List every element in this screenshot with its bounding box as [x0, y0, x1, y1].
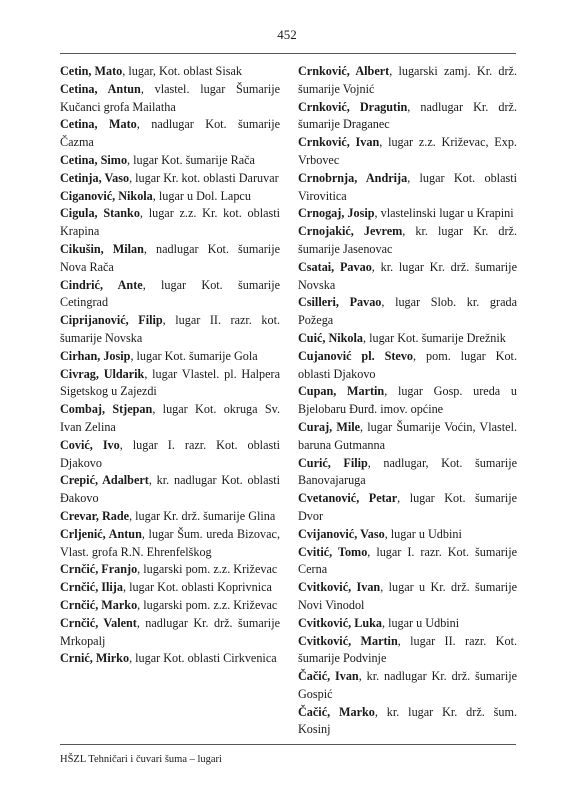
- entry-description: , vlastel. lugar Šumarije Kučanci grofa Mailatha: [60, 81, 280, 114]
- entry-description: , nadlugar Kr. drž. šumarije Draganec: [298, 99, 517, 132]
- entry-description: , lugar Šumarije Voćin, Vlastel. baruna Gutmanna: [298, 419, 518, 452]
- directory-entry: [60, 561, 280, 579]
- directory-entry: [298, 704, 517, 740]
- directory-entry: [60, 241, 280, 277]
- entry-description: , lugar u Udbini: [384, 526, 462, 541]
- entry-description: , lugar Gosp. ureda u Bjelobaru Đurđ. imov. općine: [298, 384, 517, 417]
- entry-description: , lugar Kot. šumarije Rača: [127, 152, 255, 167]
- directory-entry: [298, 170, 517, 206]
- entry-description: , kr. lugar Kr. drž. šum. Kosinj: [298, 704, 517, 737]
- entry-name: Csilleri, Pavao: [298, 295, 382, 310]
- header-rule: [60, 53, 516, 54]
- entry-description: , nadlugar Kot. šumarije Nova Rača: [60, 241, 280, 274]
- directory-entry: [298, 579, 517, 615]
- directory-entry: [60, 508, 280, 526]
- entry-name: Crnković, Albert: [298, 64, 390, 78]
- entry-description: , lugar Slob. kr. grada Požega: [298, 295, 517, 328]
- directory-entry: [298, 223, 517, 259]
- entry-name: Cupan, Martin: [298, 384, 385, 399]
- directory-entry: [60, 366, 280, 402]
- directory-entry: [60, 81, 280, 117]
- directory-entry: [298, 633, 517, 669]
- entry-description: , lugarski pom. z.z. Križevac: [137, 562, 278, 577]
- entry-name: Cigula, Stanko: [60, 206, 140, 221]
- entry-description: , lugar Kot. šumarije Cetingrad: [60, 277, 280, 310]
- directory-entry: [60, 277, 280, 313]
- entry-description: , lugar u Kr. drž. šumarije Novi Vinodol: [298, 580, 517, 612]
- directory-entry: [298, 419, 517, 455]
- entry-name: Crnobrnja, Andrija: [298, 170, 408, 185]
- entry-description: , lugar Kr. drž. šumarije Glina: [129, 508, 276, 523]
- entry-name: Crnković, Dragutin: [298, 99, 408, 114]
- entry-description: , lugar Kot. oblasti Cirkvenica: [129, 651, 277, 666]
- directory-entry: [60, 312, 280, 348]
- footer-rule: [60, 744, 516, 745]
- entry-description: , lugarski zamj. Kr. drž. šumarije Vojnić: [298, 64, 518, 96]
- entry-name: Cvitić, Tomo: [298, 544, 368, 559]
- entry-description: , lugar Kot. okruga Sv. Ivan Zelina: [60, 402, 280, 434]
- entry-name: Cetina, Mato: [60, 117, 137, 132]
- page-number: 452: [277, 27, 297, 42]
- directory-entry: [60, 526, 280, 562]
- entry-name: Cvijanović, Vaso: [298, 526, 385, 541]
- entry-name: Cetina, Antun: [60, 81, 141, 96]
- left-column: [60, 63, 280, 668]
- entry-name: Civrag, Uldarik: [60, 366, 145, 381]
- entry-name: Ciprijanović, Filip: [60, 313, 163, 328]
- entry-name: Cetin, Mato: [60, 64, 123, 78]
- entry-name: Cvitković, Ivan: [298, 580, 381, 595]
- entry-name: Cetina, Simo: [60, 152, 128, 167]
- entry-description: , lugar Vlastel. pl. Halpera Sigetskog u Zajezdi: [60, 366, 280, 399]
- directory-entry: [60, 401, 280, 437]
- entry-description: , lugar I. razr. Kot. šumarije Cerna: [298, 544, 517, 577]
- entry-name: Crnčić, Franjo: [60, 562, 138, 577]
- directory-entry: [60, 472, 280, 508]
- directory-entry: [298, 544, 517, 580]
- entry-name: Ciganović, Nikola: [60, 188, 153, 203]
- entry-name: Crnčić, Marko: [60, 597, 138, 612]
- entry-name: Čačić, Ivan: [298, 669, 359, 684]
- footer-text: HŠZL Tehničari i čuvari šuma – lugari: [60, 754, 222, 765]
- directory-entry: [60, 650, 280, 668]
- entry-name: Crnogaj, Josip: [298, 206, 375, 221]
- entry-description: , lugar Kr. kot. oblasti Daruvar: [129, 170, 279, 185]
- entry-name: Čačić, Marko: [298, 704, 375, 719]
- entry-name: Crljenić, Antun: [60, 526, 142, 541]
- entry-description: , kr. lugar Kr. drž. šumarije Novska: [298, 259, 517, 292]
- directory-entry: [298, 294, 517, 330]
- entry-name: Crepić, Adalbert: [60, 473, 149, 488]
- entry-name: Cuić, Nikola: [298, 330, 364, 345]
- directory-entry: [60, 188, 280, 206]
- directory-entry: [298, 490, 517, 526]
- directory-entry: [60, 437, 280, 473]
- entry-description: , lugar u Dol. Lapcu: [152, 188, 251, 203]
- entry-name: Crnić, Mirko: [60, 651, 130, 666]
- directory-entry: [298, 526, 517, 544]
- entry-name: Cirhan, Josip: [60, 348, 131, 363]
- directory-entry: [298, 455, 517, 491]
- entry-name: Crnčić, Ilija: [60, 580, 123, 595]
- entry-description: , lugarski pom. z.z. Križevac: [137, 597, 278, 612]
- entry-name: Cvitković, Martin: [298, 633, 398, 648]
- entry-name: Cović, Ivo: [60, 437, 120, 452]
- entry-description: , kr. lugar Kr. drž. šumarije Jasenovac: [298, 224, 518, 256]
- directory-entry: [298, 99, 517, 135]
- entry-description: , lugar Kot. šumarije Gola: [130, 348, 258, 363]
- entry-description: , lugar z.z. Kr. kot. oblasti Krapina: [60, 206, 280, 239]
- entry-name: Cindrić, Ante: [60, 277, 143, 292]
- directory-entry: [60, 152, 280, 170]
- entry-description: , lugar II. razr. kot. šumarije Novska: [60, 313, 281, 345]
- directory-entry: [298, 259, 517, 295]
- entry-description: , nadlugar Kot. šumarije Čazma: [60, 117, 280, 150]
- entry-description: , lugar u Udbini: [381, 615, 460, 630]
- entry-name: Cikušin, Milan: [60, 241, 144, 256]
- directory-entry: [60, 170, 280, 188]
- entry-name: Crevar, Rade: [60, 508, 130, 523]
- directory-entry: [298, 134, 517, 170]
- directory-entry: [60, 205, 280, 241]
- entry-description: , nadlugar Kr. drž. šumarije Mrkopalj: [60, 615, 280, 648]
- entry-description: , lugar Kot. oblasti Virovitica: [298, 170, 517, 203]
- entry-description: , lugar II. razr. Kot. šumarije Podvinje: [298, 633, 517, 666]
- directory-entry: [60, 579, 280, 597]
- entry-description: , vlastelinski lugar u Krapini: [374, 206, 514, 221]
- directory-entry: [60, 597, 280, 615]
- entry-name: Crnojakić, Jevrem: [298, 224, 403, 239]
- entry-name: Cujanović pl. Stevo: [298, 348, 414, 363]
- entry-description: , lugar, Kot. oblast Sisak: [122, 64, 242, 78]
- entry-name: Crnčić, Valent: [60, 615, 137, 630]
- directory-entry: [60, 615, 280, 651]
- entry-name: Cetinja, Vaso: [60, 170, 130, 185]
- entry-name: Cvetanović, Petar: [298, 491, 398, 506]
- directory-entry: [298, 63, 517, 99]
- directory-entry: [298, 615, 517, 633]
- right-column: [298, 63, 517, 739]
- entry-name: Combaj, Stjepan: [60, 402, 153, 417]
- entry-description: , lugar Kot. oblasti Koprivnica: [122, 580, 272, 595]
- entry-description: , kr. nadlugar Kr. drž. šumarije Gospić: [298, 669, 517, 701]
- directory-entry: [60, 63, 280, 81]
- entry-description: , lugar Šum. ureda Bizovac, Vlast. grofa R.N. Ehrenfelškog: [60, 526, 280, 559]
- entry-name: Curaj, Mile: [298, 419, 361, 434]
- entry-description: , nadlugar, Kot. šumarije Banovajaruga: [298, 455, 517, 488]
- directory-entry: [298, 205, 517, 223]
- entry-description: , pom. lugar Kot. oblasti Djakovo: [298, 348, 517, 381]
- entry-description: , lugar Kot. šumarije Dvor: [298, 491, 517, 523]
- directory-entry: [298, 330, 517, 348]
- directory-entry: [298, 383, 517, 419]
- directory-entry: [60, 348, 280, 366]
- directory-entry: [60, 116, 280, 152]
- directory-entry: [298, 348, 517, 384]
- entry-description: , lugar Kot. šumarije Drežnik: [363, 330, 506, 345]
- entry-name: Csatai, Pavao: [298, 259, 372, 274]
- entry-name: Crnković, Ivan: [298, 135, 380, 150]
- entry-description: , kr. nadlugar Kot. oblasti Đakovo: [60, 473, 280, 506]
- entry-name: Curić, Filip: [298, 455, 368, 470]
- directory-entry: [298, 668, 517, 704]
- entry-description: , lugar I. razr. Kot. oblasti Djakovo: [60, 437, 280, 470]
- entry-description: , lugar z.z. Križevac, Exp. Vrbovec: [298, 135, 517, 167]
- entry-name: Cvitković, Luka: [298, 615, 382, 630]
